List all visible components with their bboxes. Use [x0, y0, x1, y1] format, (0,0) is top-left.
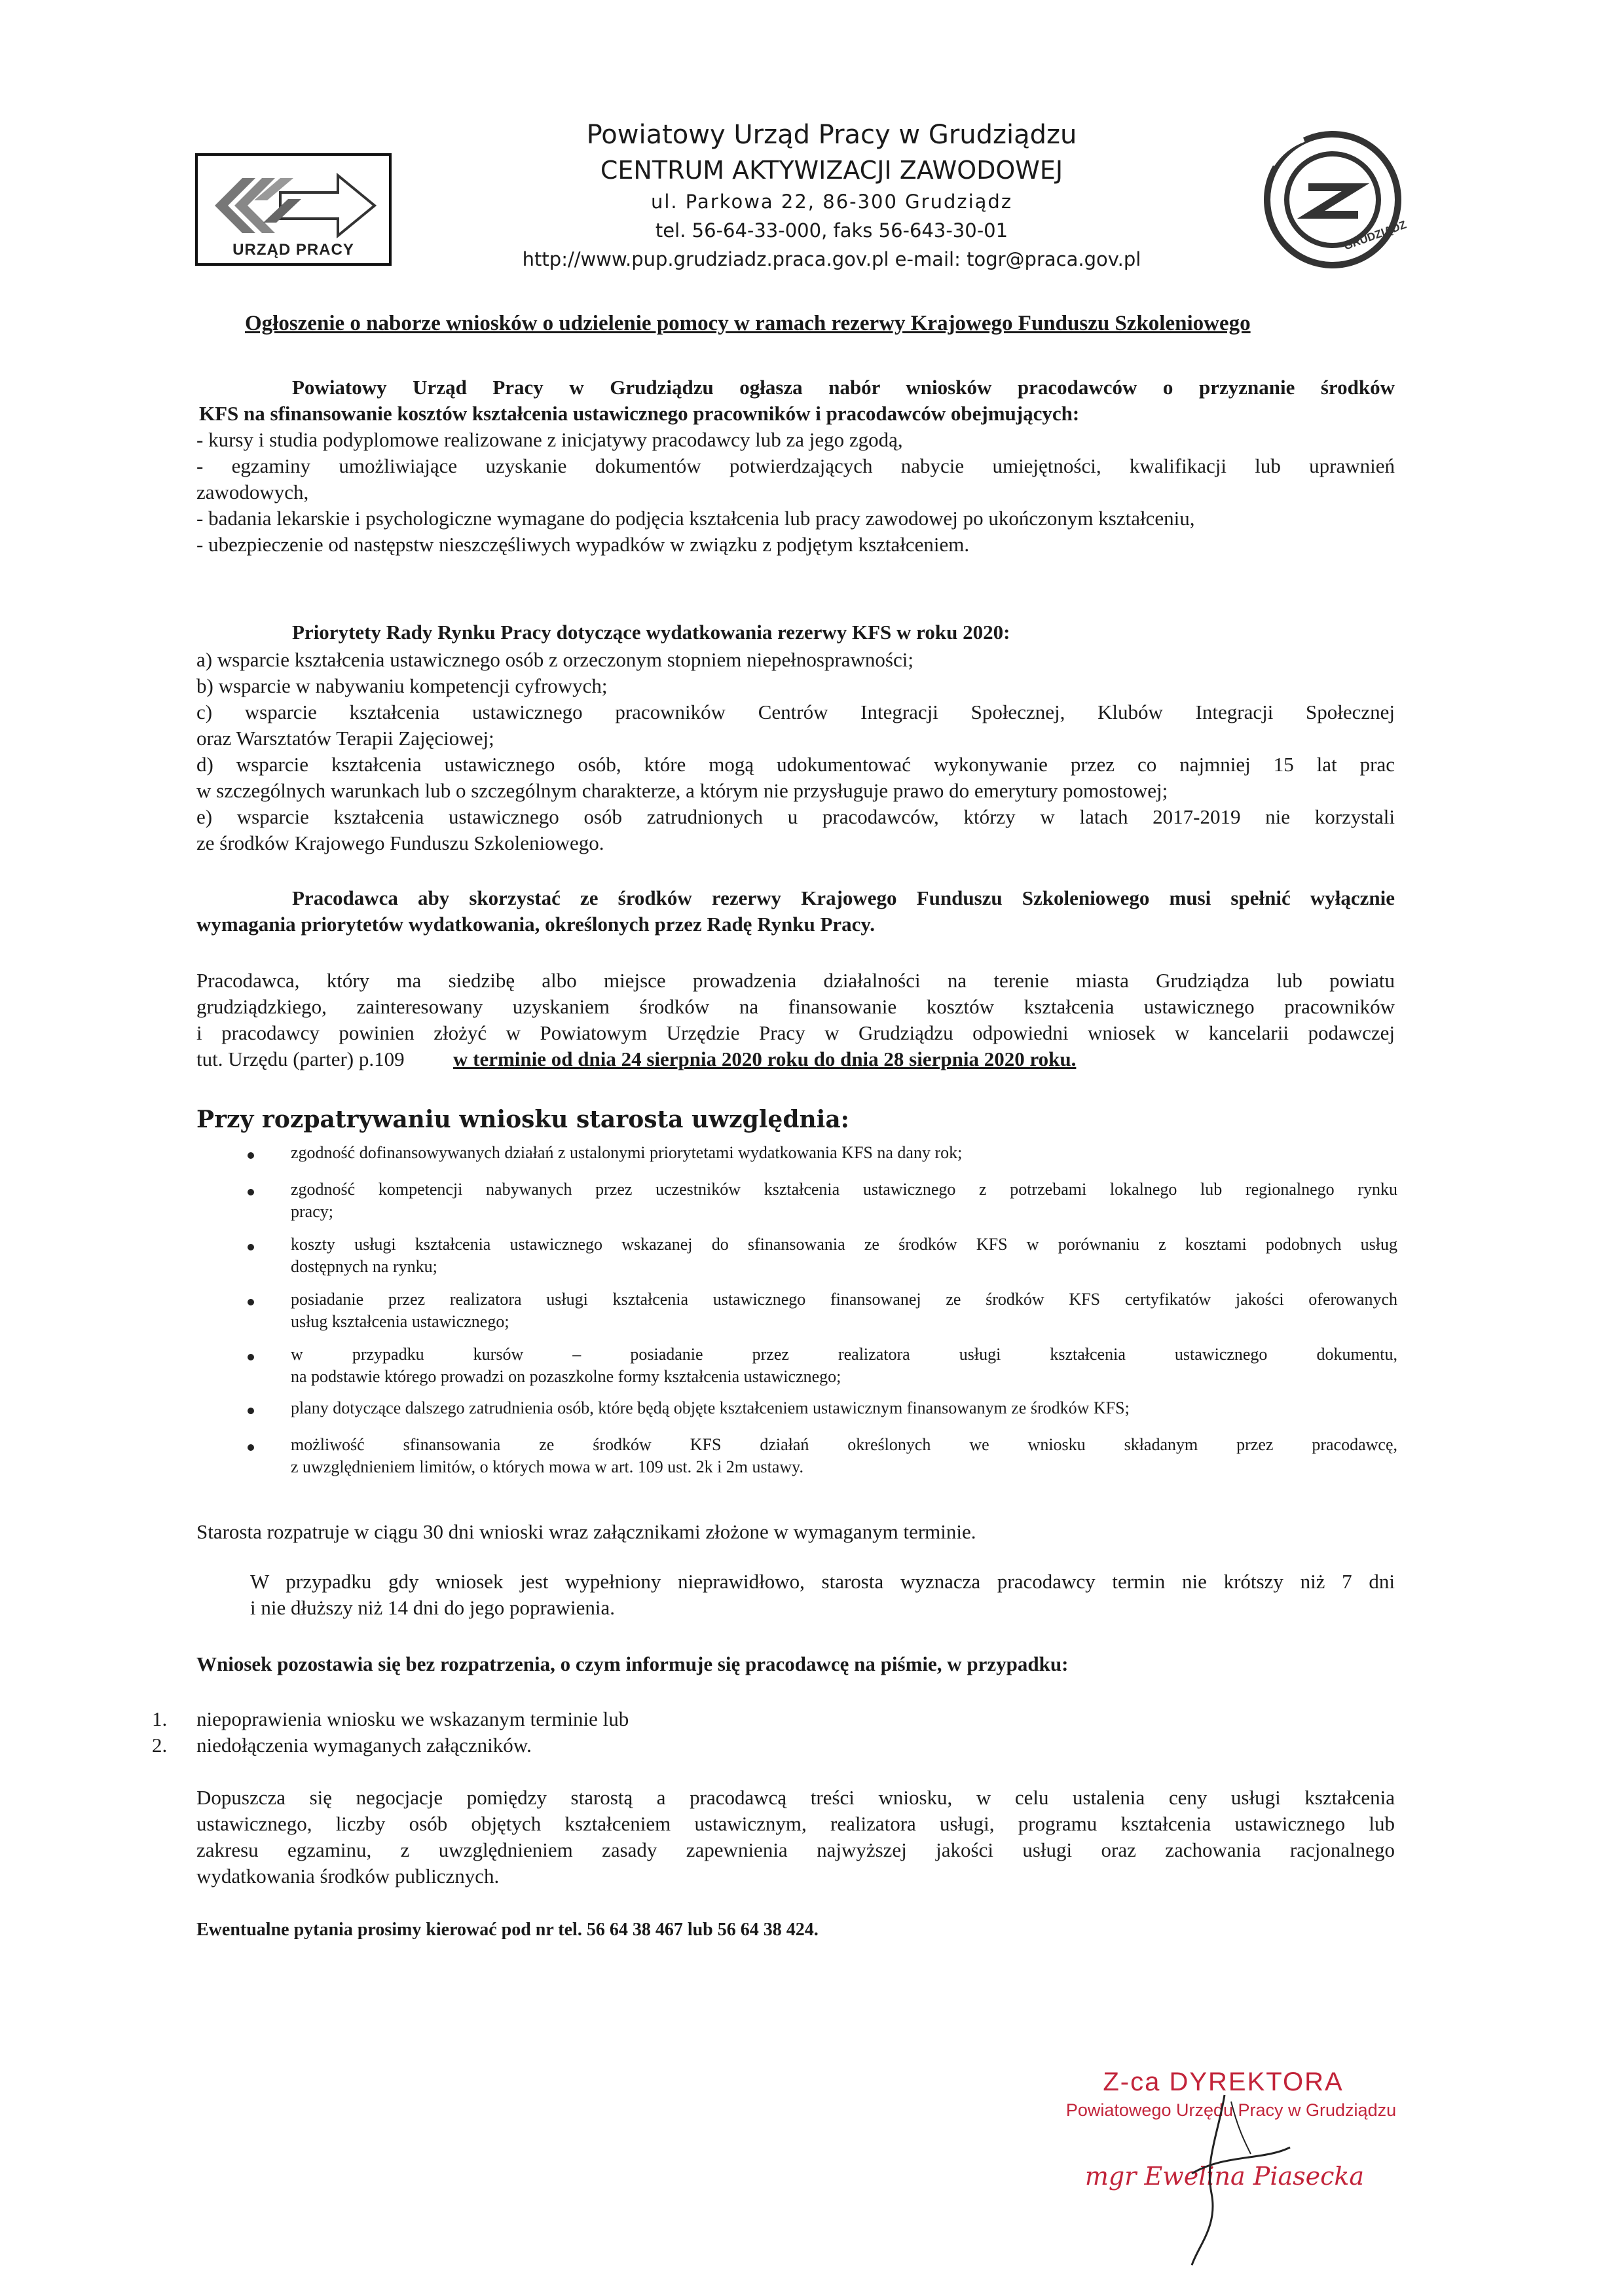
negotiation-line: ustawicznego, liczby osób objętych kształceniem ustawicznym, realizatora usługi, programu kształcenia ustawicznego lub: [196, 1812, 1395, 1835]
negotiation-line: zakresu egzaminu, z uwzględnieniem zasady zapewnienia najwyższej jakości usługi oraz zachowania racjonalnego: [196, 1838, 1395, 1861]
arrow-logo-icon: [203, 160, 384, 244]
requirement-line-1: Pracodawca aby skorzystać ze środków rezerwy Krajowego Funduszu Szkoleniowego musi spełnić wyłącznie: [292, 886, 1395, 909]
bullet-icon: [248, 1299, 254, 1305]
grudziadz-seal-icon: [1257, 124, 1408, 275]
web-email: http://www.pup.grudziadz.praca.gov.pl e-mail: togr@praca.gov.pl: [522, 248, 1141, 270]
application-line: i pracodawcy powinien złożyć w Powiatowym Urzędzie Pracy w Grudziądzu odpowiedni wniosek w kancelarii podawczej: [196, 1021, 1395, 1044]
bullet-icon: [248, 1354, 254, 1360]
priorities-heading: Priorytety Rady Rynku Pracy dotyczące wydatkowania rezerwy KFS w roku 2020:: [292, 621, 1010, 644]
criteria-item-cont: z uwzględnieniem limitów, o których mowa w art. 109 ust. 2k i 2m ustawy.: [291, 1457, 803, 1476]
criteria-item: zgodność dofinansowywanych działań z ustalonymi priorytetami wydatkowania KFS na dany rok;: [291, 1143, 963, 1162]
intro-item: zawodowych,: [196, 481, 309, 503]
application-deadline: w terminie od dnia 24 sierpnia 2020 roku do dnia 28 sierpnia 2020 roku.: [453, 1048, 1077, 1070]
contact-text: Ewentualne pytania prosimy kierować pod nr tel. 56 64 38 467 lub 56 64 38 424.: [196, 1920, 819, 1940]
bullet-icon: [248, 1189, 254, 1195]
intro-item: - badania lekarskie i psychologiczne wymagane do podjęcia kształcenia lub pracy zawodowej po ukończonym kształceniu,: [196, 507, 1195, 530]
logo-caption: URZĄD PRACY: [232, 241, 354, 259]
incorrect-line-1: W przypadku gdy wniosek jest wypełniony nieprawidłowo, starosta wyznacza pracodawcy termin nie krótszy niż 7 dni: [250, 1570, 1395, 1593]
list-number: 1.: [152, 1707, 168, 1730]
criteria-item-cont: na podstawie którego prowadzi on pozaszkolne formy kształcenia ustawicznego;: [291, 1367, 841, 1386]
stamp-subtitle: Powiatowego Urzędu Pracy w Grudziądzu: [1065, 2100, 1397, 2120]
intro-item: - egzaminy umożliwiające uzyskanie dokumentów potwierdzających nabycie umiejętności, kwalifikacji lub uprawnień: [196, 454, 1395, 477]
bullet-icon: [248, 1244, 254, 1250]
letterhead: [419, 117, 1244, 274]
intro-line-2: KFS na sfinansowanie kosztów kształcenia ustawicznego pracowników i pracodawców obejmujących:: [199, 402, 1080, 425]
review-text: Starosta rozpatruje w ciągu 30 dni wnioski wraz załącznikami złożone w wymaganym terminie.: [196, 1520, 976, 1543]
priority-line: ze środków Krajowego Funduszu Szkoleniowego.: [196, 831, 604, 854]
priority-line: d) wsparcie kształcenia ustawicznego osób, które mogą udokumentować wykonywanie przez co najmniej 15 lat prac: [196, 753, 1395, 776]
intro-line-1: Powiatowy Urząd Pracy w Grudziądzu ogłasza nabór wniosków pracodawców o przyznanie środków: [292, 376, 1395, 399]
stamp-name: mgr Ewelina Piasecka: [1084, 2162, 1365, 2191]
criteria-item: plany dotyczące dalszego zatrudnienia osób, które będą objęte kształceniem ustawicznym finansowanym ze środków KFS;: [291, 1398, 1130, 1417]
center-name: CENTRUM AKTYWIZACJI ZAWODOWEJ: [600, 156, 1063, 185]
org-name: Powiatowy Urząd Pracy w Grudziądzu: [586, 120, 1077, 150]
rejection-heading: Wniosek pozostawia się bez rozpatrzenia, o czym informuje się pracodawcę na piśmie, w przypadku:: [196, 1652, 1069, 1675]
negotiation-line: wydatkowania środków publicznych.: [196, 1865, 500, 1887]
application-line: Pracodawca, który ma siedzibę albo miejsce prowadzenia działalności na terenie miasta Grudziądza lub powiatu: [196, 969, 1395, 992]
criteria-item: zgodność kompetencji nabywanych przez uczestników kształcenia ustawicznego z potrzebami lokalnego lub regionalnego rynku: [291, 1180, 1397, 1199]
application-line: tut. Urzędu (parter) p.109: [196, 1048, 405, 1070]
criteria-item: możliwość sfinansowania ze środków KFS działań określonych we wniosku składanym przez pracodawcę,: [291, 1435, 1397, 1454]
handwritten-signature-icon: [1166, 2075, 1310, 2272]
bullet-icon: [248, 1152, 254, 1159]
requirement-line-2: wymagania priorytetów wydatkowania, określonych przez Radę Rynku Pracy.: [196, 913, 875, 936]
criteria-item: posiadanie przez realizatora usługi kształcenia ustawicznego finansowanej ze środków KFS certyfikatów jakości oferowanych: [291, 1290, 1397, 1309]
application-line: grudziądzkiego, zainteresowany uzyskaniem środków na finansowanie kosztów kształcenia ustawicznego pracowników: [196, 995, 1395, 1018]
announcement-title: Ogłoszenie o naborze wniosków o udzielenie pomocy w ramach rezerwy Krajowego Funduszu Szkoleniowego: [245, 312, 1251, 335]
bullet-icon: [248, 1408, 254, 1414]
criteria-item-cont: pracy;: [291, 1202, 333, 1221]
priority-line: e) wsparcie kształcenia ustawicznego osób zatrudnionych u pracodawców, którzy w latach 2017-2019 nie korzystali: [196, 805, 1395, 828]
seal-label: GRUDZIĄDZ: [1342, 218, 1409, 253]
negotiation-line: Dopuszcza się negocjacje pomiędzy starostą a pracodawcą treści wniosku, w celu ustalenia ceny usługi kształcenia: [196, 1786, 1395, 1809]
criteria-item: koszty usługi kształcenia ustawicznego wskazanej do sfinansowania ze środków KFS w porównaniu z kosztami podobnych usług: [291, 1235, 1397, 1254]
rejection-item: niedołączenia wymaganych załączników.: [196, 1734, 532, 1757]
priority-line: w szczególnych warunkach lub o szczególnym charakterze, a którym nie przysługuje prawo do emerytury pomostowej;: [196, 779, 1168, 802]
bullet-icon: [248, 1444, 254, 1451]
intro-item: - ubezpieczenie od następstw nieszczęśliwych wypadków w związku z podjętym kształceniem.: [196, 533, 970, 556]
priority-line: oraz Warsztatów Terapii Zajęciowej;: [196, 727, 494, 750]
phone-fax: tel. 56-64-33-000, faks 56-643-30-01: [655, 219, 1008, 242]
criteria-item-cont: usług kształcenia ustawicznego;: [291, 1312, 509, 1331]
incorrect-line-2: i nie dłuższy niż 14 dni do jego poprawienia.: [250, 1596, 616, 1619]
urzad-pracy-logo: [195, 153, 392, 266]
list-number: 2.: [152, 1734, 168, 1757]
priority-line: b) wsparcie w nabywaniu kompetencji cyfrowych;: [196, 674, 608, 697]
address: ul. Parkowa 22, 86-300 Grudziądz: [650, 191, 1013, 213]
priority-line: a) wsparcie kształcenia ustawicznego osób z orzeczonym stopniem niepełnosprawności;: [196, 648, 913, 671]
rejection-item: niepoprawienia wniosku we wskazanym terminie lub: [196, 1707, 629, 1730]
intro-item: - kursy i studia podyplomowe realizowane z inicjatywy pracodawcy lub za jego zgodą,: [196, 428, 903, 451]
stamp-title: Z-ca DYREKTORA: [1103, 2068, 1344, 2096]
criteria-item-cont: dostępnych na rynku;: [291, 1257, 437, 1276]
criteria-heading: Przy rozpatrywaniu wniosku starosta uwzględnia:: [196, 1106, 849, 1133]
criteria-item: w przypadku kursów – posiadanie przez realizatora usługi kształcenia ustawicznego dokumentu,: [291, 1345, 1397, 1364]
priority-line: c) wsparcie kształcenia ustawicznego pracowników Centrów Integracji Społecznej, Klubów Integracji Społecznej: [196, 701, 1395, 723]
